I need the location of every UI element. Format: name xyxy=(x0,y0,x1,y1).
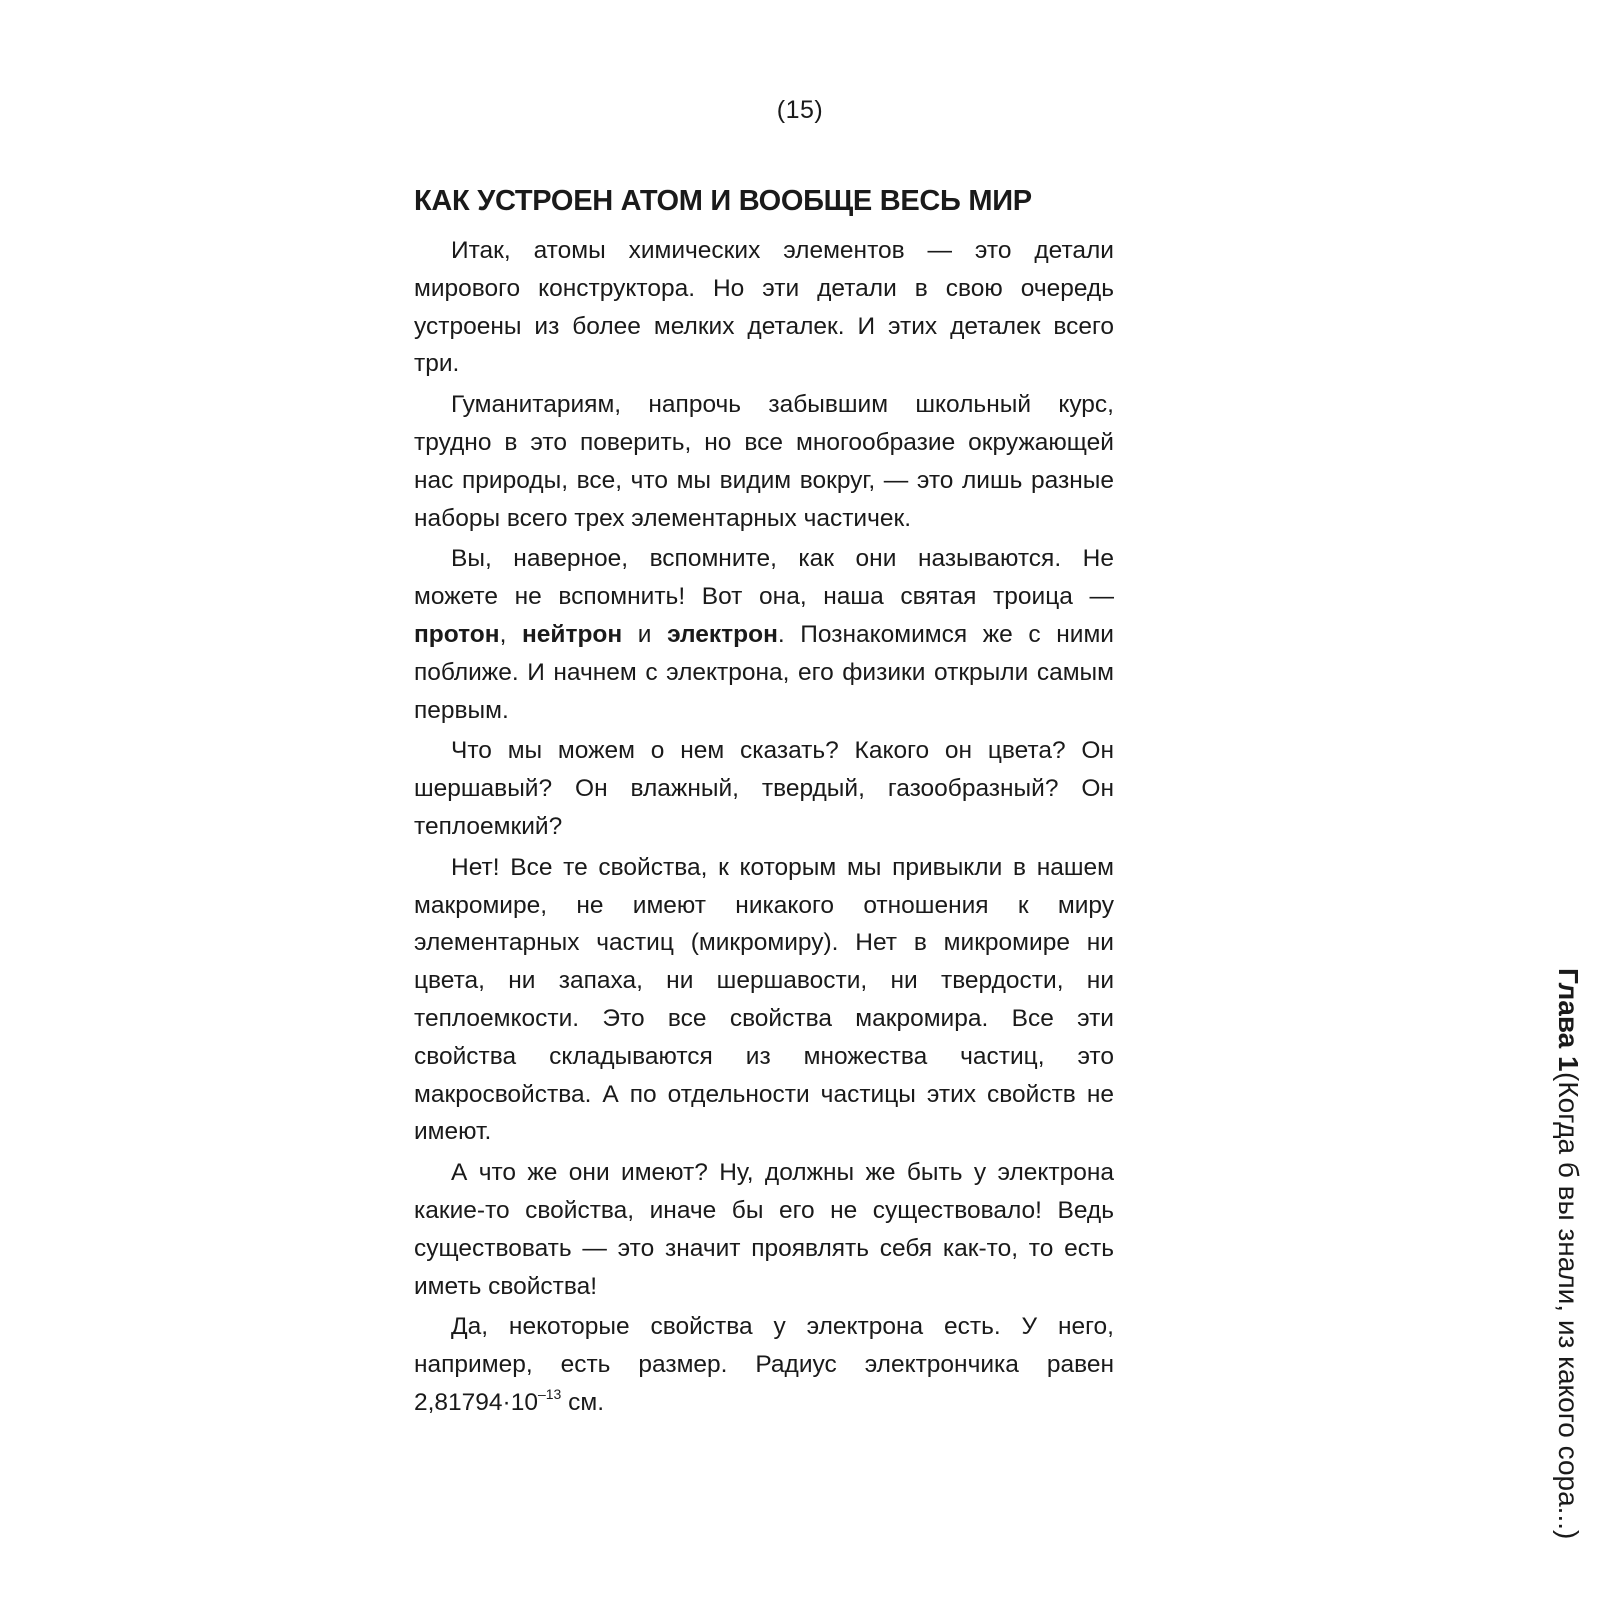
paragraph-5: Нет! Все те свойства, к которым мы привыкли в нашем макромире, не имеют никакого отношения к миру элементарных частиц (микромиру). Нет в микромире ни цвета, ни запаха, ни шершавости, ни твердости, ни теплоемкости. Это все свойства макромира. Все эти свойства складываются из множества частиц, это макросвойства. А по отдельности частицы этих свойств не имеют. xyxy=(414,853,1114,1146)
running-head-title: (Когда б вы знали, из какого сора...) xyxy=(1553,1071,1584,1539)
paragraph-3-sep-b: и xyxy=(622,620,668,648)
section-title: КАК УСТРОЕН АТОМ И ВООБЩЕ ВЕСЬ МИР xyxy=(414,185,1032,217)
paragraph-7 xyxy=(414,1308,1114,1421)
page-body xyxy=(414,180,1114,1425)
running-head-chapter: Глава 1 xyxy=(1553,968,1584,1072)
paragraph-1: Итак, атомы химических элементов — это детали мирового конструктора. Но эти детали в свою очередь устроены из более мелких деталек. И этих деталек всего три. xyxy=(414,237,1114,378)
paragraph-2: Гуманитариям, напрочь забывшим школьный курс, трудно в это поверить, но все многообразие окружающей нас природы, все, что мы видим вокруг, — это лишь разные наборы всего трех элементарных частичек. xyxy=(414,391,1114,532)
paragraph-4: Что мы можем о нем сказать? Какого он цвета? Он шершавый? Он влажный, твердый, газообразный? Он теплоемкий? xyxy=(414,737,1114,840)
term-electron: электрон xyxy=(667,620,778,648)
page-number: (15) xyxy=(776,96,824,124)
paragraph-3-sep-a: , xyxy=(499,620,522,648)
paragraph-3 xyxy=(414,540,1114,729)
unit: см. xyxy=(561,1388,605,1416)
term-proton: протон xyxy=(414,620,500,648)
exponent: –13 xyxy=(537,1385,562,1402)
running-head xyxy=(1123,968,1585,1539)
paragraph-3-text-a: Вы, наверное, вспомните, как они называются. Не можете не вспомнить! Вот она, наша святая троица — xyxy=(414,545,1114,611)
paragraph-3-text-b: . Познакомимся же с ними поближе. И начнем с электрона, его физики открыли самым первым. xyxy=(414,620,1114,724)
paragraph-7-text: Да, некоторые свойства у электрона есть. У него, например, есть размер. Радиус электрончика равен 2,81794·10 xyxy=(414,1313,1114,1416)
term-neutron: нейтрон xyxy=(521,620,623,648)
paragraph-6: А что же они имеют? Ну, должны же быть у электрона какие-то свойства, иначе бы его не существовало! Ведь существовать — это значит проявлять себя как-то, то есть иметь свойства! xyxy=(414,1159,1114,1300)
